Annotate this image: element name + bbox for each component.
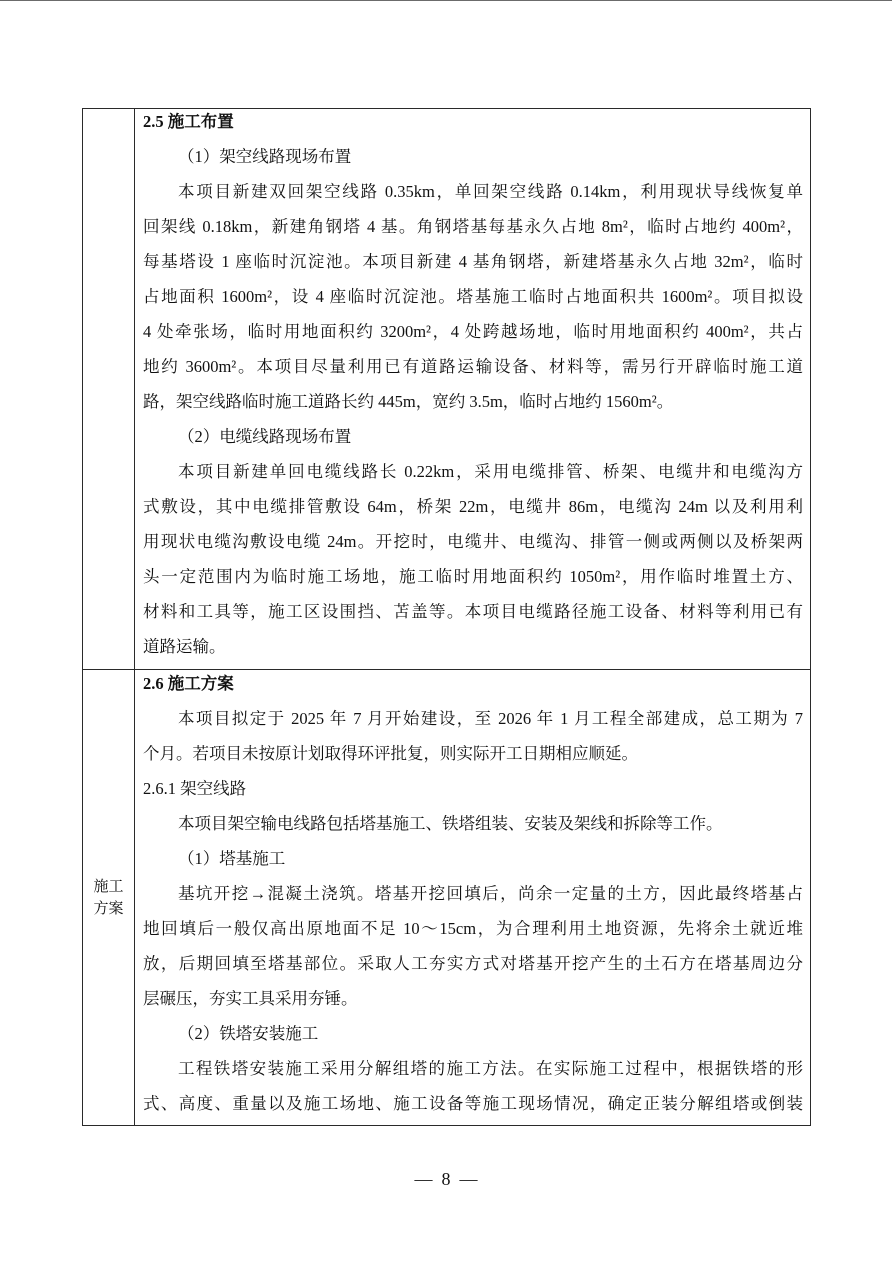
subsection-title: （1）塔基施工 [178, 849, 286, 868]
paragraph-line: 4 处牵张场，临时用地面积约 3200m²，4 处跨越场地，临时用地面积约 400m²，共占 [143, 322, 803, 341]
paragraph-line: 头一定范围内为临时施工场地，施工临时用地面积约 1050m²，用作临时堆置土方、 [143, 567, 803, 586]
paragraph-line: 本项目新建单回电缆线路长 0.22km，采用电缆排管、桥架、电缆井和电缆沟方 [178, 462, 803, 481]
paragraph-line: 本项目架空输电线路包括塔基施工、铁塔组装、安装及架线和拆除等工作。 [178, 814, 723, 833]
paragraph-line: 地约 3600m²。本项目尽量利用已有道路运输设备、材料等，需另行开辟临时施工道 [143, 357, 803, 376]
paragraph-line: 基坑开挖→混凝土浇筑。塔基开挖回填后，尚余一定量的土方，因此最终塔基占 [178, 884, 803, 903]
paragraph-line: 路，架空线路临时施工道路长约 445m，宽约 3.5m，临时占地约 1560m²。 [143, 392, 674, 411]
page-number: — 8 — [414, 1169, 478, 1189]
paragraph-line: 放，后期回填至塔基部位。采取人工夯实方式对塔基开挖产生的土石方在塔基周边分 [143, 954, 803, 973]
row-label-line: 施工 [93, 877, 124, 895]
paragraph-line: 式敷设，其中电缆排管敷设 64m，桥架 22m，电缆井 86m，电缆沟 24m 以及利用利 [143, 497, 803, 516]
row-label-line: 方案 [93, 899, 124, 917]
paragraph-line: 工程铁塔安装施工采用分解组塔的施工方法。在实际施工过程中，根据铁塔的形 [178, 1059, 803, 1078]
paragraph-line: 用现状电缆沟敷设电缆 24m。开挖时，电缆井、电缆沟、排管一侧或两侧以及桥架两 [143, 532, 803, 551]
table-column-divider [134, 108, 135, 1126]
section-heading: 2.5 施工布置 [143, 112, 234, 131]
section-2-5-cell [143, 104, 803, 664]
paragraph-line: 道路运输。 [143, 637, 226, 656]
row-label [82, 875, 135, 919]
paragraph-line: 层碾压，夯实工具采用夯锤。 [143, 989, 358, 1008]
page-top-rule [0, 0, 892, 1]
subsection-title: （1）架空线路现场布置 [178, 147, 352, 166]
paragraph-line: 本项目新建双回架空线路 0.35km，单回架空线路 0.14km，利用现状导线恢复单 [178, 182, 803, 201]
section-heading: 2.6 施工方案 [143, 674, 234, 693]
paragraph-line: 材料和工具等，施工区设围挡、苫盖等。本项目电缆路径施工设备、材料等利用已有 [143, 602, 803, 621]
paragraph-line: 式、高度、重量以及施工场地、施工设备等施工现场情况，确定正装分解组塔或倒装 [143, 1094, 803, 1113]
paragraph-line: 地回填后一般仅高出原地面不足 10～15cm，为合理利用土地资源，先将余土就近堆 [143, 919, 803, 938]
subsection-title: （2）铁塔安装施工 [178, 1024, 319, 1043]
paragraph-line: 每基塔设 1 座临时沉淀池。本项目新建 4 基角钢塔，新建塔基永久占地 32m²，临时 [143, 252, 803, 271]
subsection-title: （2）电缆线路现场布置 [178, 427, 352, 446]
paragraph-line: 个月。若项目未按原计划取得环评批复，则实际开工日期相应顺延。 [143, 744, 638, 763]
subsection-heading: 2.6.1 架空线路 [143, 779, 247, 798]
paragraph-line: 本项目拟定于 2025 年 7 月开始建设，至 2026 年 1 月工程全部建成，总工期为 7 [178, 709, 803, 728]
paragraph-line: 回架线 0.18km，新建角钢塔 4 基。角钢塔基每基永久占地 8m²，临时占地约 400m²， [143, 217, 803, 236]
section-2-6-cell [143, 666, 803, 1121]
paragraph-line: 占地面积 1600m²，设 4 座临时沉淀池。塔基施工临时占地面积共 1600m²。项目拟设 [143, 287, 803, 306]
